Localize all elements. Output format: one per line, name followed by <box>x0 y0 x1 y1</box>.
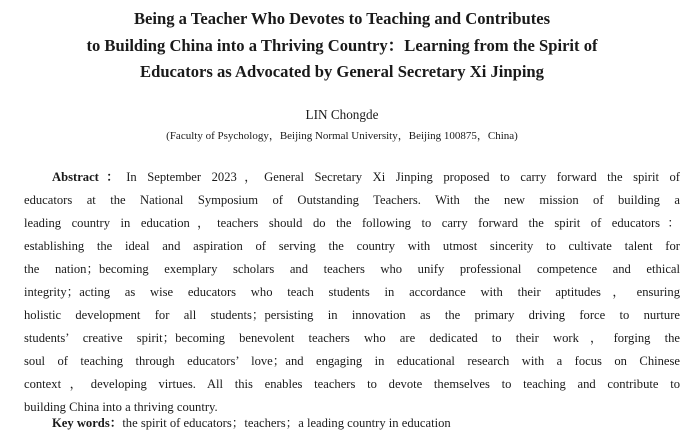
title-line-1: Being a Teacher Who Devotes to Teaching and Contributes <box>133 9 551 28</box>
author-affiliation: (Faculty of Psychology，Beijing Normal University，Beijing 100875，China) <box>166 130 518 142</box>
abstract-line <box>24 166 680 189</box>
keywords-text: the spirit of educators；teachers；a leading country in education <box>122 416 451 430</box>
abstract-line: students’ creative spirit；becoming benevolent teachers who are dedicated to their work，forging the <box>24 331 680 345</box>
abstract-line: context，developing virtues. All this enables teachers to devote themselves to teaching and contribute to <box>24 377 680 391</box>
abstract-line: integrity；acting as wise educators who teach students in accordance with their aptitudes，ensuring <box>24 285 680 299</box>
abstract-line-text: In September 2023，General Secretary Xi Jinping proposed to carry forward the spirit of <box>126 170 680 184</box>
abstract-label: Abstract： <box>52 170 127 184</box>
author-name: LIN Chongde <box>305 107 379 122</box>
abstract-line: leading country in education，teachers should do the following to carry forward the spirit of educators： <box>24 216 680 230</box>
abstract-line: the nation；becoming exemplary scholars and teachers who unify professional competence and ethical <box>24 262 680 276</box>
abstract-section <box>24 166 680 419</box>
abstract-line: building China into a thriving country. <box>24 400 218 414</box>
title-line-2: to Building China into a Thriving Country：Learning from the Spirit of <box>86 35 598 55</box>
keywords-label: Key words： <box>52 416 123 430</box>
abstract-line: soul of teaching through educators’ love；and engaging in educational research with a focus on Chinese <box>24 354 680 368</box>
abstract-line: educators at the National Symposium of Outstanding Teachers. With the new mission of building a <box>24 193 680 207</box>
abstract-line: establishing the ideal and aspiration of serving the country with utmost sincerity to cultivate talent for <box>24 239 680 253</box>
paper-title <box>20 6 664 86</box>
abstract-line: holistic development for all students；persisting in innovation as the primary driving force to nurture <box>24 308 680 322</box>
keywords-section <box>52 412 451 435</box>
title-line-3: Educators as Advocated by General Secretary Xi Jinping <box>140 62 544 81</box>
